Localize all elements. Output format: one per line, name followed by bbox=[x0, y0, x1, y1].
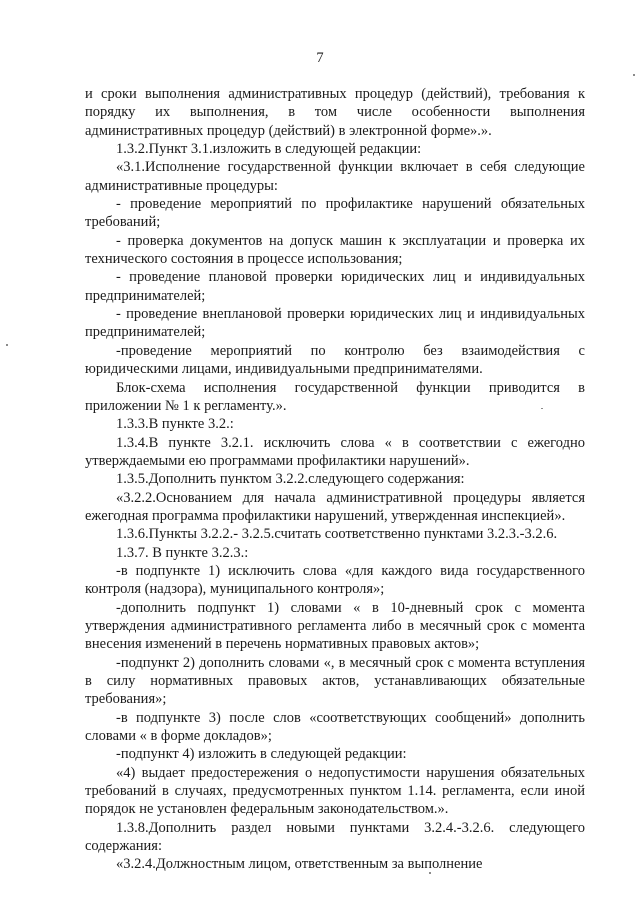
scan-speck bbox=[6, 344, 8, 346]
paragraph: -дополнить подпункт 1) словами « в 10-дневный срок с момента утверждения административного регламента либо в месячный срок с момента внесения изменений в перечень нормативных правовых актов»; bbox=[85, 599, 585, 653]
paragraph: -подпункт 2) дополнить словами «, в месячный срок с момента вступления в силу нормативных правовых актов, устанавливающих обязательные требования»; bbox=[85, 654, 585, 708]
scan-speck bbox=[429, 872, 431, 874]
paragraph: «3.1.Исполнение государственной функции включает в себя следующие административные процедуры: bbox=[85, 159, 585, 194]
paragraph: - проведение плановой проверки юридических лиц и индивидуальных предпринимателей; bbox=[85, 269, 585, 304]
paragraph: Блок-схема исполнения государственной функции приводится в приложении № 1 к регламенту.». bbox=[85, 379, 585, 414]
paragraph: 1.3.7. В пункте 3.2.3.: bbox=[116, 544, 249, 561]
paragraph: - проверка документов на допуск машин к эксплуатации и проверка их технического состояния в процессе использования; bbox=[85, 232, 585, 268]
scan-speck bbox=[633, 74, 635, 76]
page-number: 7 bbox=[316, 50, 324, 66]
paragraph: «3.2.2.Основанием для начала административной процедуры является ежегодная программа профилактики нарушений, утвержденная инспекцией». bbox=[85, 489, 585, 524]
paragraph: -подпункт 4) изложить в следующей редакции: bbox=[116, 746, 407, 763]
paragraph: - проведение мероприятий по профилактике нарушений обязательных требований; bbox=[85, 196, 585, 231]
paragraph: 1.3.3.В пункте 3.2.: bbox=[116, 416, 234, 433]
paragraph: и сроки выполнения административных процедур (действий), требования к порядку их выполнения, в том числе особенности выполнения административных процедур (действий) в электронной форме».». bbox=[85, 86, 585, 139]
paragraph: «4) выдает предостережения о недопустимости нарушения обязательных требований в случаях, предусмотренных пунктом 1.14. регламента, если иной порядок не установлен федеральным законодательством.». bbox=[85, 764, 585, 818]
paragraph: 1.3.4.В пункте 3.2.1. исключить слова « в соответствии с ежегодно утверждаемыми ею программами профилактики нарушений». bbox=[85, 434, 585, 469]
paragraph: 1.3.5.Дополнить пунктом 3.2.2.следующего содержания: bbox=[116, 471, 465, 488]
document-body bbox=[85, 85, 585, 874]
paragraph: «3.2.4.Должностным лицом, ответственным за выполнение bbox=[116, 856, 483, 873]
paragraph: - проведение внеплановой проверки юридических лиц и индивидуальных предпринимателей; bbox=[85, 306, 585, 341]
paragraph: 1.3.2.Пункт 3.1.изложить в следующей редакции: bbox=[116, 141, 422, 158]
paragraph: 1.3.8.Дополнить раздел новыми пунктами 3.2.4.-3.2.6. следующего содержания: bbox=[85, 819, 585, 855]
paragraph: -проведение мероприятий по контролю без взаимодействия с юридическими лицами, индивидуальными предпринимателями. bbox=[85, 342, 585, 378]
scan-speck bbox=[541, 408, 543, 409]
paragraph: -в подпункте 1) исключить слова «для каждого вида государственного контроля (надзора), муниципального контроля»; bbox=[85, 562, 585, 598]
paragraph: -в подпункте 3) после слов «соответствующих сообщений» дополнить словами « в форме докладов»; bbox=[85, 709, 585, 745]
paragraph: 1.3.6.Пункты 3.2.2.- 3.2.5.считать соответственно пунктами 3.2.3.-3.2.6. bbox=[116, 526, 558, 543]
